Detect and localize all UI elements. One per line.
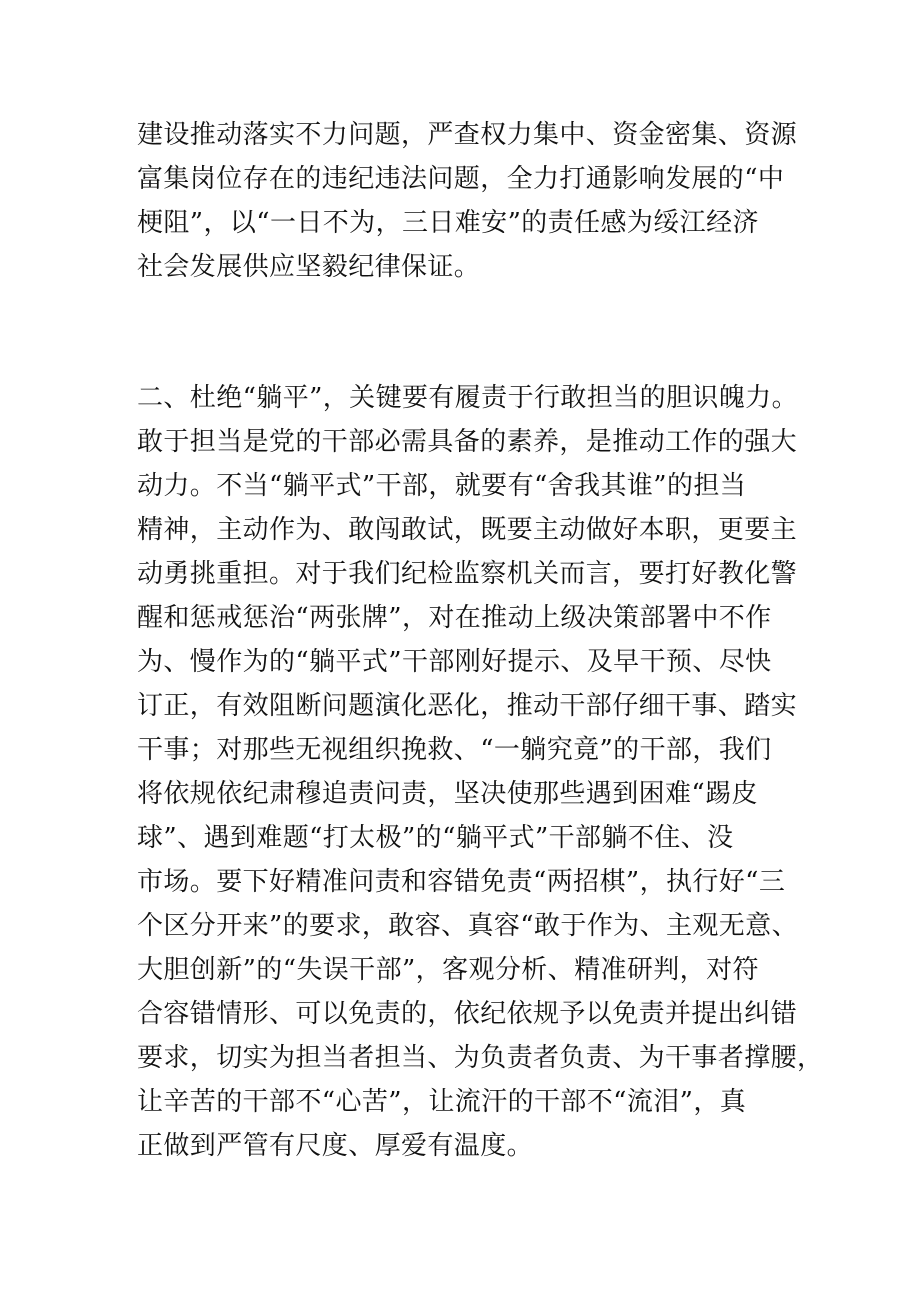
paragraph-2-line-10: 将依规依纪肃穆追责问责，坚决使那些遇到困难“踢皮: [137, 779, 758, 809]
paragraph-2-line-13: 个区分开来”的要求，敢容、真容“敢于作为、主观无意、: [137, 911, 798, 941]
paragraph-2-line-12: 市场。要下好精准问责和容错免责“两招棋”，执行好“三: [137, 867, 786, 897]
paragraph-2-line-8: 订正，有效阻断问题演化恶化，推动干部仔细干事、踏实: [137, 691, 798, 721]
paragraph-2-line-2: 敢于担当是党的干部必需具备的素养，是推动工作的强大: [137, 427, 798, 457]
paragraph-2-line-4: 精神，主动作为、敢闯敢试，既要主动做好本职，更要主: [137, 515, 798, 545]
section-heading-line: 二、杜绝“躺平”，关键要有履责于行敢担当的胆识魄力。: [137, 383, 798, 413]
paragraph-2-line-17: 让辛苦的干部不“心苦”，让流汗的干部不“流泪”，真: [137, 1087, 747, 1117]
paragraph-2-line-11: 球”、遇到难题“打太极”的“躺平式”干部躺不住、没: [137, 823, 734, 853]
paragraph-2-line-15: 合容错情形、可以免责的，依纪依规予以免责并提出纠错: [137, 999, 798, 1029]
paragraph-1-line-2: 富集岗位存在的违纪违法问题，全力打通影响发展的“中: [137, 164, 785, 194]
paragraph-2-line-3: 动力。不当“躺平式”干部，就要有“舍我其谁”的担当: [137, 471, 747, 501]
paragraph-2-line-18: 正做到严管有尺度、厚爱有温度。: [137, 1131, 534, 1161]
paragraph-1-line-3: 梗阻”，以“一日不为，三日难安”的责任感为绥江经济: [137, 208, 759, 238]
paragraph-2-line-16: 要求，切实为担当者担当、为负责者负责、为干事者撑腰，: [137, 1043, 824, 1073]
paragraph-2-line-9: 干事；对那些无视组织挽救、“一躺究竟”的干部，我们: [137, 735, 772, 765]
paragraph-1-line-1: 建设推动落实不力问题，严查权力集中、资金密集、资源: [137, 120, 798, 150]
paragraph-2-line-14: 大胆创新”的“失误干部”，客观分析、精准研判，对符: [137, 955, 759, 985]
paragraph-1-line-4: 社会发展供应坚毅纪律保证。: [137, 252, 481, 282]
paragraph-2-line-7: 为、慢作为的“躺平式”干部刚好提示、及早干预、尽快: [137, 647, 772, 677]
paragraph-2-line-6: 醒和惩戒惩治“两张牌”，对在推动上级决策部署中不作: [137, 603, 772, 633]
paragraph-2-line-5: 动勇挑重担。对于我们纪检监察机关而言，要打好教化警: [137, 559, 798, 589]
